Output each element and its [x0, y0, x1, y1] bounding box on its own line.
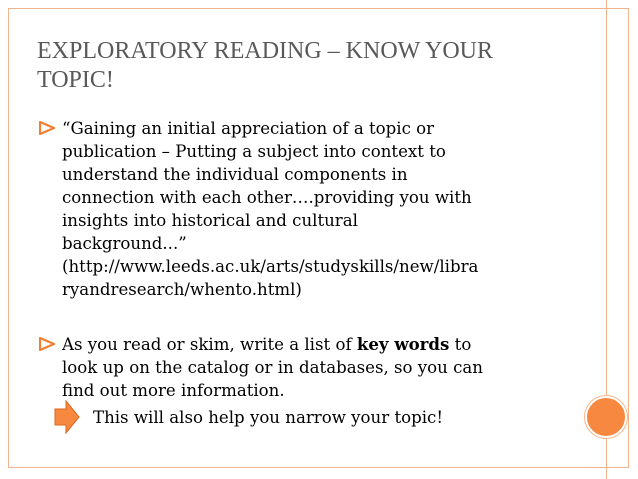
- text-fragment: As you read or skim, write a list of: [62, 335, 357, 354]
- bullet-icon: [39, 337, 55, 351]
- arrow-note-text: This will also help you narrow your topic!: [93, 408, 443, 427]
- bullet-icon: [39, 121, 55, 135]
- text-line: connection with each other….providing you with: [62, 188, 472, 207]
- source-url-line: ryandresearch/whento.html): [62, 280, 302, 299]
- title-line-1: EXPLORATORY READING – KNOW YOUR: [37, 38, 494, 64]
- bullet-quote-paragraph: [62, 117, 582, 301]
- text-line: “Gaining an initial appreciation of a topic or: [62, 119, 435, 138]
- orange-right-arrow-icon: [54, 400, 80, 434]
- source-url-line: (http://www.leeds.ac.uk/arts/studyskills/new/libra: [62, 257, 479, 276]
- key-words-emphasis: key words: [356, 334, 450, 354]
- text-fragment: to: [449, 335, 472, 354]
- text-line: background...”: [62, 234, 187, 253]
- bullet-keywords-paragraph: [62, 333, 582, 402]
- text-line: find out more information.: [62, 381, 285, 400]
- text-line: [62, 333, 582, 356]
- title-line-2: TOPIC!: [37, 67, 114, 93]
- text-line: look up on the catalog or in databases, so you can: [62, 358, 483, 377]
- text-line: understand the individual components in: [62, 165, 408, 184]
- slide-title: [37, 37, 597, 95]
- text-line: insights into historical and cultural: [62, 211, 358, 230]
- text-line: publication – Putting a subject into context to: [62, 142, 446, 161]
- accent-circle: [585, 396, 627, 438]
